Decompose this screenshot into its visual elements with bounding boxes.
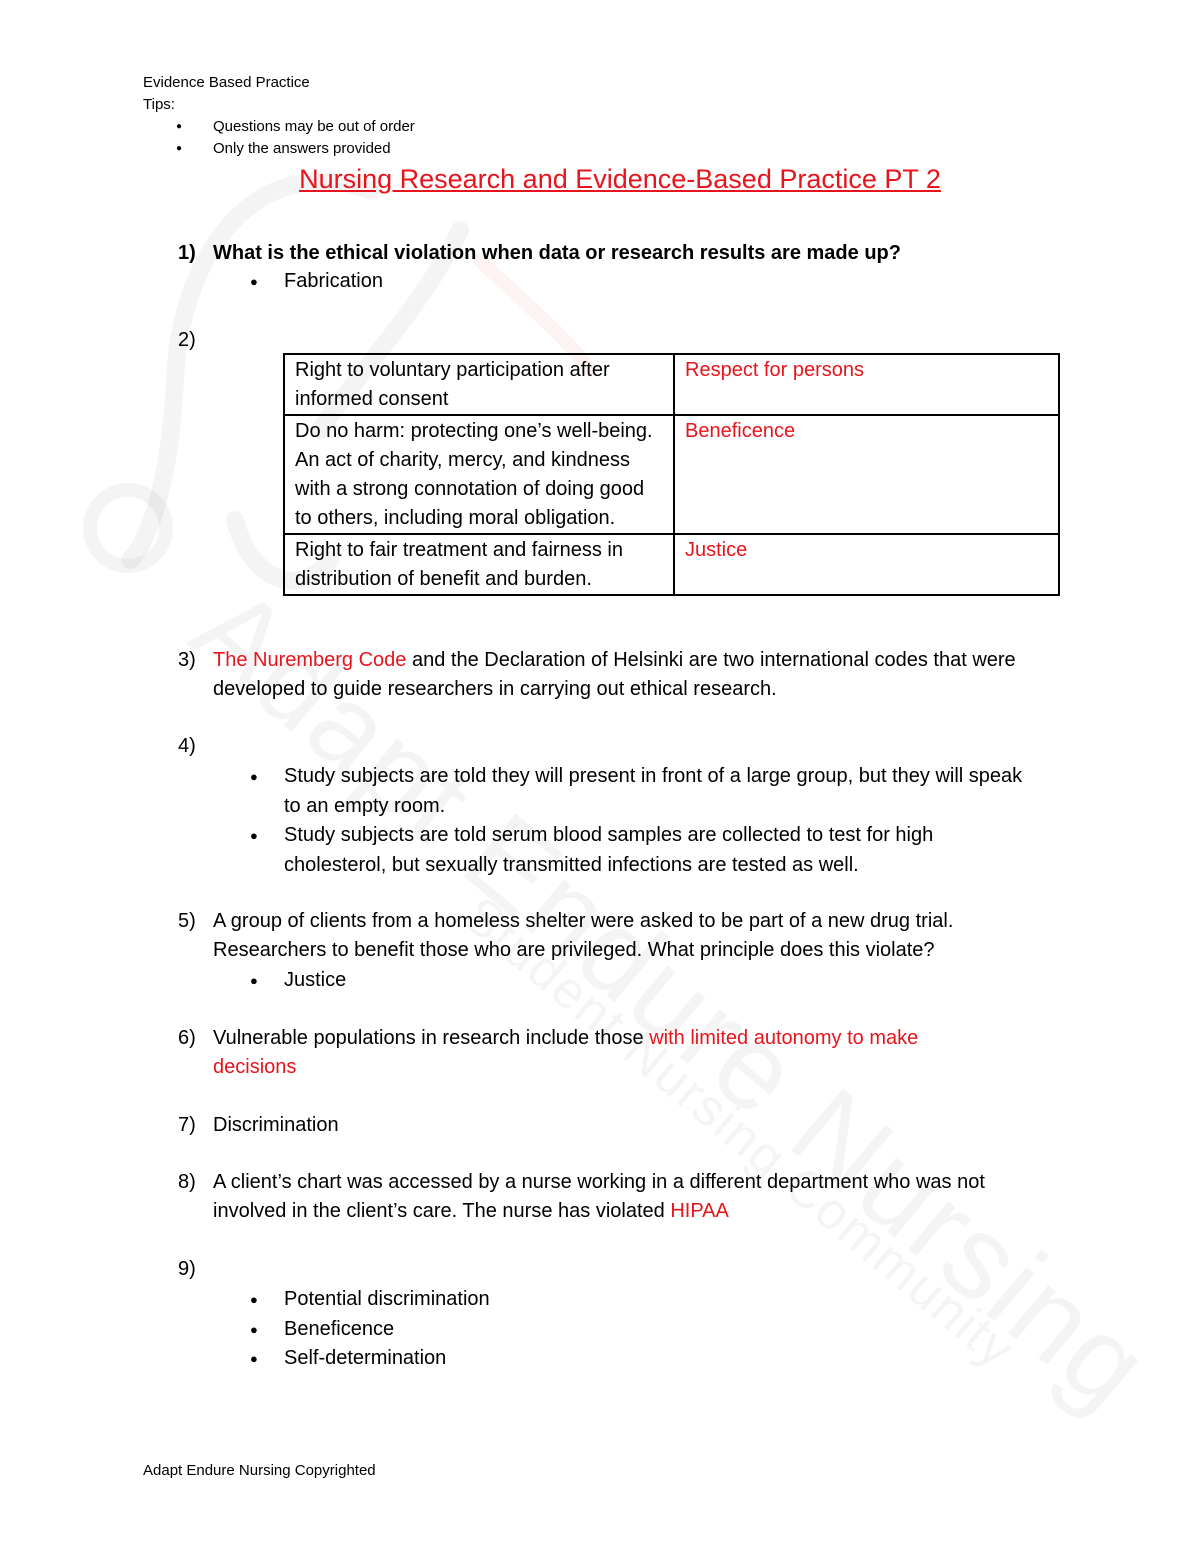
question-text — [213, 646, 1063, 704]
table-cell-principle: Justice — [674, 534, 1059, 595]
footer-copyright: Adapt Endure Nursing Copyrighted — [143, 1462, 376, 1479]
question-number: 3) — [178, 649, 196, 671]
table-row — [284, 415, 1059, 534]
question-number: 8) — [178, 1171, 196, 1193]
answer-list-9 — [213, 1285, 1033, 1374]
answer-text: The Nuremberg Code — [213, 649, 407, 671]
question-text: A group of clients from a homeless shelter were asked to be part of a new drug trial. Researchers to benefit those who are privileged. What principle does this violate? — [213, 910, 954, 961]
answer-list-4 — [213, 762, 1033, 880]
tip-item: ● Questions may be out of order — [143, 116, 415, 138]
answer-item: ● Study subjects are told they will present in front of a large group, but they will speak to an empty room. — [213, 762, 1033, 821]
answer-item: ● Justice — [213, 966, 1033, 996]
table-cell-principle: Beneficence — [674, 415, 1059, 534]
question-number: 4) — [178, 735, 196, 757]
question-text-body: Vulnerable populations in research include those — [213, 1027, 650, 1049]
question-number: 9) — [178, 1258, 196, 1280]
table-cell-description: Right to voluntary participation after informed consent — [284, 354, 674, 415]
tips-label: Tips: — [143, 96, 175, 113]
question-text: What is the ethical violation when data or research results are made up? — [213, 242, 901, 264]
question-number: 2) — [178, 329, 196, 351]
tips-list — [143, 116, 415, 160]
page-title: Nursing Research and Evidence-Based Practice PT 2 — [299, 164, 941, 194]
question-number: 6) — [178, 1027, 196, 1049]
tip-item: ● Only the answers provided — [143, 138, 415, 160]
ethics-principles-table — [283, 353, 1060, 596]
question-text — [213, 1024, 1003, 1082]
question-text — [213, 1168, 1063, 1226]
answer-item: ● Study subjects are told serum blood samples are collected to test for high cholesterol, but sexually transmitted infections are tested as well. — [213, 821, 1033, 880]
doc-label: Evidence Based Practice — [143, 74, 310, 91]
table-cell-principle: Respect for persons — [674, 354, 1059, 415]
table-row — [284, 354, 1059, 415]
answer-item: ● Beneficence — [213, 1315, 1033, 1345]
question-number: 7) — [178, 1114, 196, 1136]
answer-item: ● Fabrication — [213, 267, 1033, 297]
answer-list-5 — [213, 966, 1033, 996]
answer-text: HIPAA — [670, 1200, 729, 1222]
answer-list-1 — [213, 267, 1033, 297]
answer-item: ● Potential discrimination — [213, 1285, 1033, 1315]
question-text-body: and the Declaration of Helsinki are two international codes that were developed to guide researchers in carrying out ethical research. — [213, 649, 1016, 700]
question-text: Discrimination — [213, 1114, 339, 1136]
question-number: 5) — [178, 910, 196, 932]
table-cell-description: Right to fair treatment and fairness in distribution of benefit and burden. — [284, 534, 674, 595]
answer-item: ● Self-determination — [213, 1344, 1033, 1374]
table-row — [284, 534, 1059, 595]
table-cell-description: Do no harm: protecting one’s well-being. An act of charity, mercy, and kindness with a strong connotation of doing good to others, including moral obligation. — [284, 415, 674, 534]
question-number: 1) — [178, 242, 196, 264]
question-text-body: A client’s chart was accessed by a nurse working in a different department who was not involved in the client’s care. The nurse has violated — [213, 1171, 985, 1222]
answer-text: with limited autonomy to make decisions — [213, 1027, 919, 1078]
